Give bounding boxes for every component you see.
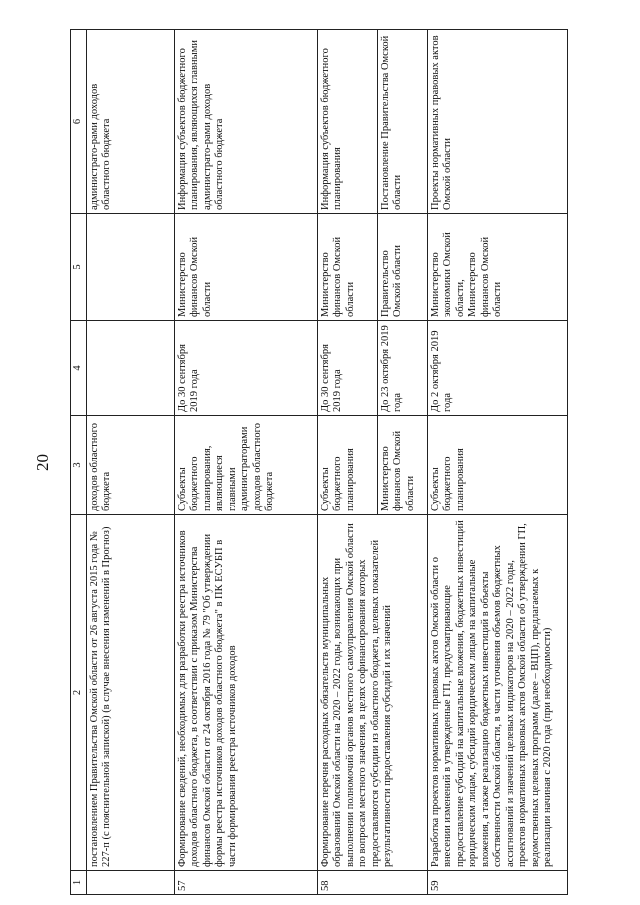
row-number: 57 bbox=[174, 871, 317, 895]
row-responsible: Министерство финансов Омской области bbox=[174, 214, 317, 321]
table-row bbox=[317, 30, 377, 895]
page-number: 20 bbox=[33, 454, 52, 471]
table-row bbox=[86, 30, 174, 895]
row-deadline: До 30 сентября 2019 года bbox=[317, 321, 377, 416]
row-basis: Информация субъектов бюджетного планирования bbox=[317, 30, 377, 214]
column-header-6: 6 bbox=[71, 30, 87, 214]
table-row bbox=[174, 30, 317, 895]
row-responsible: Министерство экономики Омской области, Министерство финансов Омской области bbox=[427, 214, 567, 321]
row-executors: Министерство финансов Омской области bbox=[377, 416, 427, 515]
table-row bbox=[427, 30, 567, 895]
row-responsible: Министерство финансов Омской области bbox=[317, 214, 377, 321]
row-description: Формирование сведений, необходимых для разработки реестра источников доходов областного бюджета, в соответствии с приказом Министерства финансов Омской области от 24 октября 2016 года № 79 "Об утверждении формы реестра источников доходов областного бюджета" в ПК ЕСУБП в части формирования реестра источников доходов bbox=[174, 515, 317, 871]
row-executors: Субъекты бюджетного планирования bbox=[427, 416, 567, 515]
row-description: постановлением Правительства Омской области от 26 августа 2015 года № 227-п (с пояснительной запиской) (в случае внесения изменений в Прогноз) bbox=[86, 515, 174, 871]
row-basis: Проекты нормативных правовых актов Омской области bbox=[427, 30, 567, 214]
row-responsible: Правительство Омской области bbox=[377, 214, 427, 321]
row-deadline: До 2 октября 2019 года bbox=[427, 321, 567, 416]
row-description: Формирование перечня расходных обязательств муниципальных образований Омской области на 2020 – 2022 годы, возникающих при выполнении полномочий органов местного самоуправления Омской области по вопросам местного значения, в целях софинансирования которых предоставляются субсидии из областного бюджета, целевых показателей результативности предоставления субсидий и их значений bbox=[317, 515, 427, 871]
row-number: 58 bbox=[317, 871, 427, 895]
row-responsible bbox=[86, 214, 174, 321]
row-number bbox=[86, 871, 174, 895]
row-description: Разработка проектов нормативных правовых актов Омской области о внесении изменений в утвержденные ГП, предусматривающие предоставление субсидий на капитальные вложения, бюджетных инвестиций юридическим лицам, субсидий юридическим лицам на капитальные вложения, а также реализацию бюджетных инвестиций в объекты собственности Омской области, в части уточнения объемов бюджетных ассигнований и значений целевых индикаторов на 2020 – 2022 годы, проектов нормативных правовых актов Омской области об утверждении ГП, ведомственных целевых программ (далее – ВЦП), предлагаемых к реализации начиная с 2020 года (при необходимости) bbox=[427, 515, 567, 871]
row-deadline: До 30 сентября 2019 года bbox=[174, 321, 317, 416]
row-executors: Субъекты бюджетного планирования, являющиеся главными администраторами доходов областного бюджета bbox=[174, 416, 317, 515]
row-deadline bbox=[86, 321, 174, 416]
column-header-5: 5 bbox=[71, 214, 87, 321]
row-executors: доходов областного бюджета bbox=[86, 416, 174, 515]
landscape-sheet bbox=[33, 30, 570, 895]
header-row bbox=[71, 30, 87, 895]
column-header-1: 1 bbox=[71, 871, 87, 895]
row-number: 59 bbox=[427, 871, 567, 895]
column-header-4: 4 bbox=[71, 321, 87, 416]
column-header-3: 3 bbox=[71, 416, 87, 515]
row-basis: Информация субъектов бюджетного планирования, являющихся главными администрато-рами доходов областного бюджета bbox=[174, 30, 317, 214]
row-basis: Постановление Правительства Омской области bbox=[377, 30, 427, 214]
column-header-2: 2 bbox=[71, 515, 87, 871]
row-executors: Субъекты бюджетного планирования bbox=[317, 416, 377, 515]
event-plan-table bbox=[70, 29, 568, 895]
row-deadline: До 23 октября 2019 года bbox=[377, 321, 427, 416]
row-basis: администрато-рами доходов областного бюджета bbox=[86, 30, 174, 214]
